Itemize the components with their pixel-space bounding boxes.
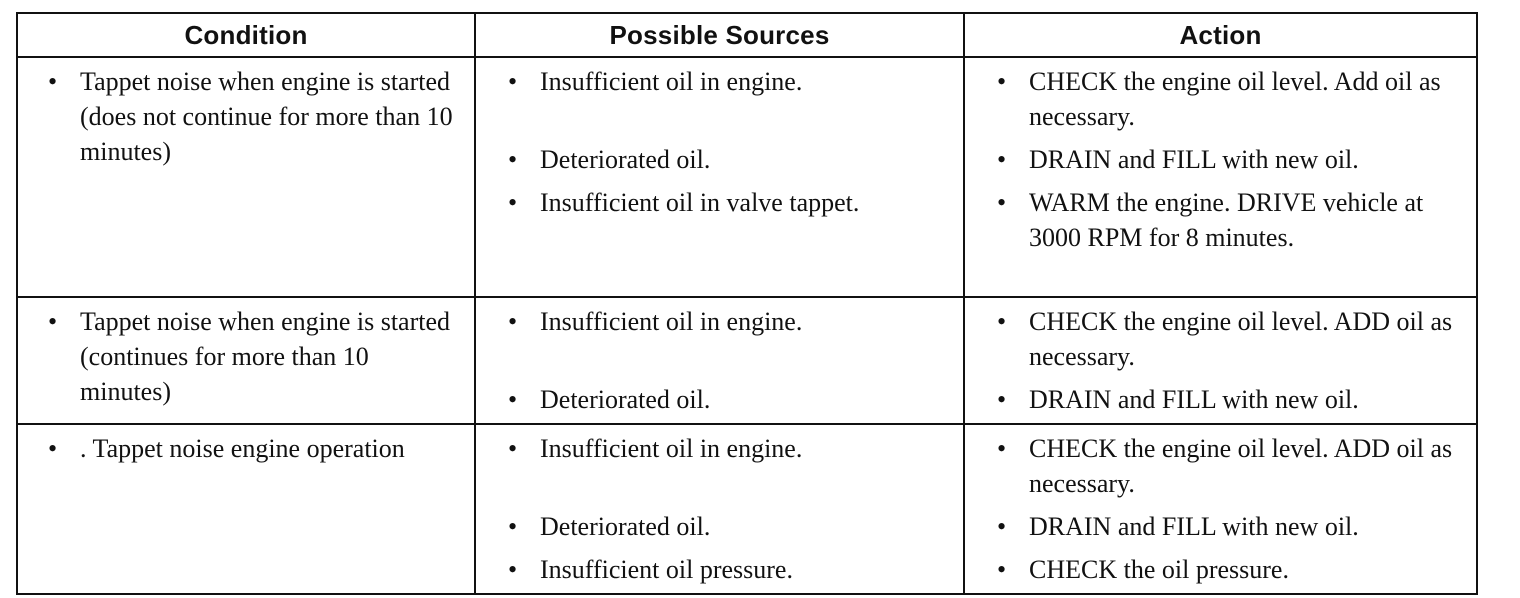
bullet-icon: • (508, 385, 518, 414)
source-item: • Insufficient oil in engine. (476, 431, 953, 466)
bullet-icon: • (48, 307, 58, 336)
source-item: • Deteriorated oil. (476, 382, 953, 417)
table-row (17, 424, 1477, 594)
actions-cell (964, 424, 1477, 594)
source-item: • Insufficient oil in engine. (476, 64, 953, 99)
actions-cell (964, 297, 1477, 424)
header-condition: Condition (17, 13, 475, 57)
bullet-icon: • (508, 145, 518, 174)
bullet-icon: • (997, 188, 1007, 217)
action-item: • DRAIN and FILL with new oil. (965, 382, 1466, 417)
bullet-icon: • (508, 512, 518, 541)
action-item: • CHECK the oil pressure. (965, 552, 1466, 587)
bullet-icon: • (997, 145, 1007, 174)
bullet-icon: • (48, 434, 58, 463)
bullet-icon: • (508, 434, 518, 463)
action-item: • WARM the engine. DRIVE vehicle at 3000 RPM for 8 minutes. (965, 185, 1466, 255)
action-item: • DRAIN and FILL with new oil. (965, 509, 1466, 544)
table-row (17, 57, 1477, 297)
source-item: • Insufficient oil in valve tappet. (476, 185, 953, 220)
bullet-icon: • (997, 385, 1007, 414)
condition-item: • Tappet noise when engine is started (continues for more than 10 minutes) (18, 304, 464, 409)
bullet-icon: • (508, 67, 518, 96)
source-item: • Insufficient oil in engine. (476, 304, 953, 339)
condition-item: • . Tappet noise engine operation (18, 431, 464, 466)
bullet-icon: • (997, 434, 1007, 463)
action-item: • DRAIN and FILL with new oil. (965, 142, 1466, 177)
condition-cell (17, 424, 475, 594)
table-row (17, 297, 1477, 424)
condition-cell (17, 57, 475, 297)
bullet-icon: • (997, 307, 1007, 336)
bullet-icon: • (997, 555, 1007, 584)
bullet-icon: • (997, 67, 1007, 96)
sources-cell (475, 57, 964, 297)
spacer (476, 339, 953, 382)
action-item: • CHECK the engine oil level. Add oil as necessary. (965, 64, 1466, 134)
bullet-icon: • (48, 67, 58, 96)
diagnosis-table (16, 12, 1478, 595)
header-row (17, 13, 1477, 57)
source-item: • Deteriorated oil. (476, 142, 953, 177)
action-item: • CHECK the engine oil level. ADD oil as necessary. (965, 431, 1466, 501)
actions-cell (964, 57, 1477, 297)
source-item: • Deteriorated oil. (476, 509, 953, 544)
action-item: • CHECK the engine oil level. ADD oil as necessary. (965, 304, 1466, 374)
source-item: • Insufficient oil pressure. (476, 552, 953, 587)
condition-item: • Tappet noise when engine is started (does not continue for more than 10 minutes) (18, 64, 464, 169)
bullet-icon: • (508, 555, 518, 584)
bullet-icon: • (508, 307, 518, 336)
condition-cell (17, 297, 475, 424)
header-possible-sources: Possible Sources (475, 13, 964, 57)
sources-cell (475, 424, 964, 594)
bullet-icon: • (997, 512, 1007, 541)
spacer (476, 466, 953, 509)
header-action: Action (964, 13, 1477, 57)
bullet-icon: • (508, 188, 518, 217)
sources-cell (475, 297, 964, 424)
spacer (476, 99, 953, 142)
